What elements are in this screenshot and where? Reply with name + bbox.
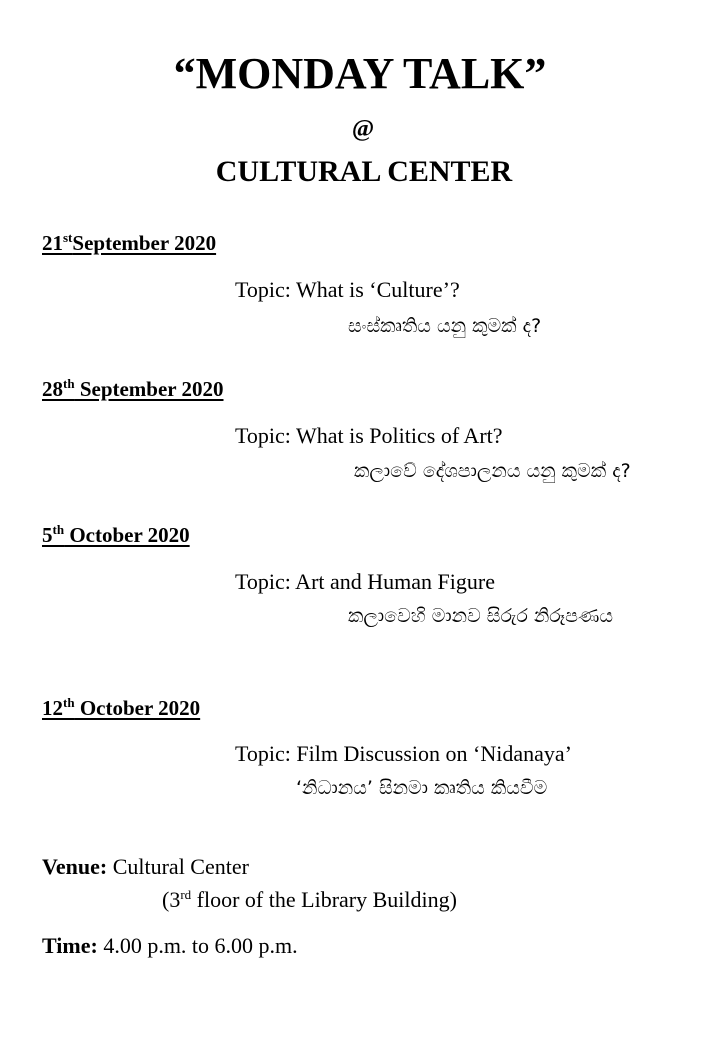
session-topic-sinhala: කලාවේ දේශපාලනය යනු කුමක් ද? (354, 460, 631, 482)
session-topic: Topic: Film Discussion on ‘Nidanaya’ (235, 741, 572, 766)
venue-label: Venue: (42, 854, 108, 879)
time-value: 4.00 p.m. to 6.00 p.m. (97, 933, 298, 958)
time-line (42, 932, 298, 960)
session-topic-sinhala: ‘නිධානය’ සිනමා කෘතිය කියවීම (296, 777, 548, 799)
session-topic: Topic: What is ‘Culture’? (235, 277, 460, 302)
page-title: “MONDAY TALK” (173, 49, 547, 98)
date-ordinal-suffix: th (52, 522, 65, 537)
session-topic-sinhala: සංස්කෘතිය යනු කුමක් ද? (348, 315, 542, 337)
venue-line (42, 853, 249, 881)
session-topic: Topic: Art and Human Figure (235, 569, 495, 594)
date-ordinal-suffix: th (63, 376, 75, 391)
session-date: 5th October 2020 (42, 522, 190, 547)
page-subtitle: CULTURAL CENTER (215, 155, 513, 188)
time-label: Time: (42, 933, 98, 958)
venue-value: Cultural Center (107, 854, 249, 879)
date-ordinal-suffix: st (63, 230, 73, 245)
session-date: 21stSeptember 2020 (42, 230, 217, 255)
session-date: 28th September 2020 (42, 376, 224, 401)
floor-ordinal-suffix: rd (180, 887, 192, 902)
at-symbol: @ (351, 116, 375, 142)
venue-detail: (3rd floor of the Library Building) (162, 887, 457, 912)
session-topic: Topic: What is Politics of Art? (235, 423, 503, 448)
date-ordinal-suffix: th (63, 695, 75, 710)
session-topic-sinhala: කලාවෙහි මානව සිරුර නිරූපණය (348, 605, 614, 627)
session-date: 12th October 2020 (42, 695, 201, 720)
